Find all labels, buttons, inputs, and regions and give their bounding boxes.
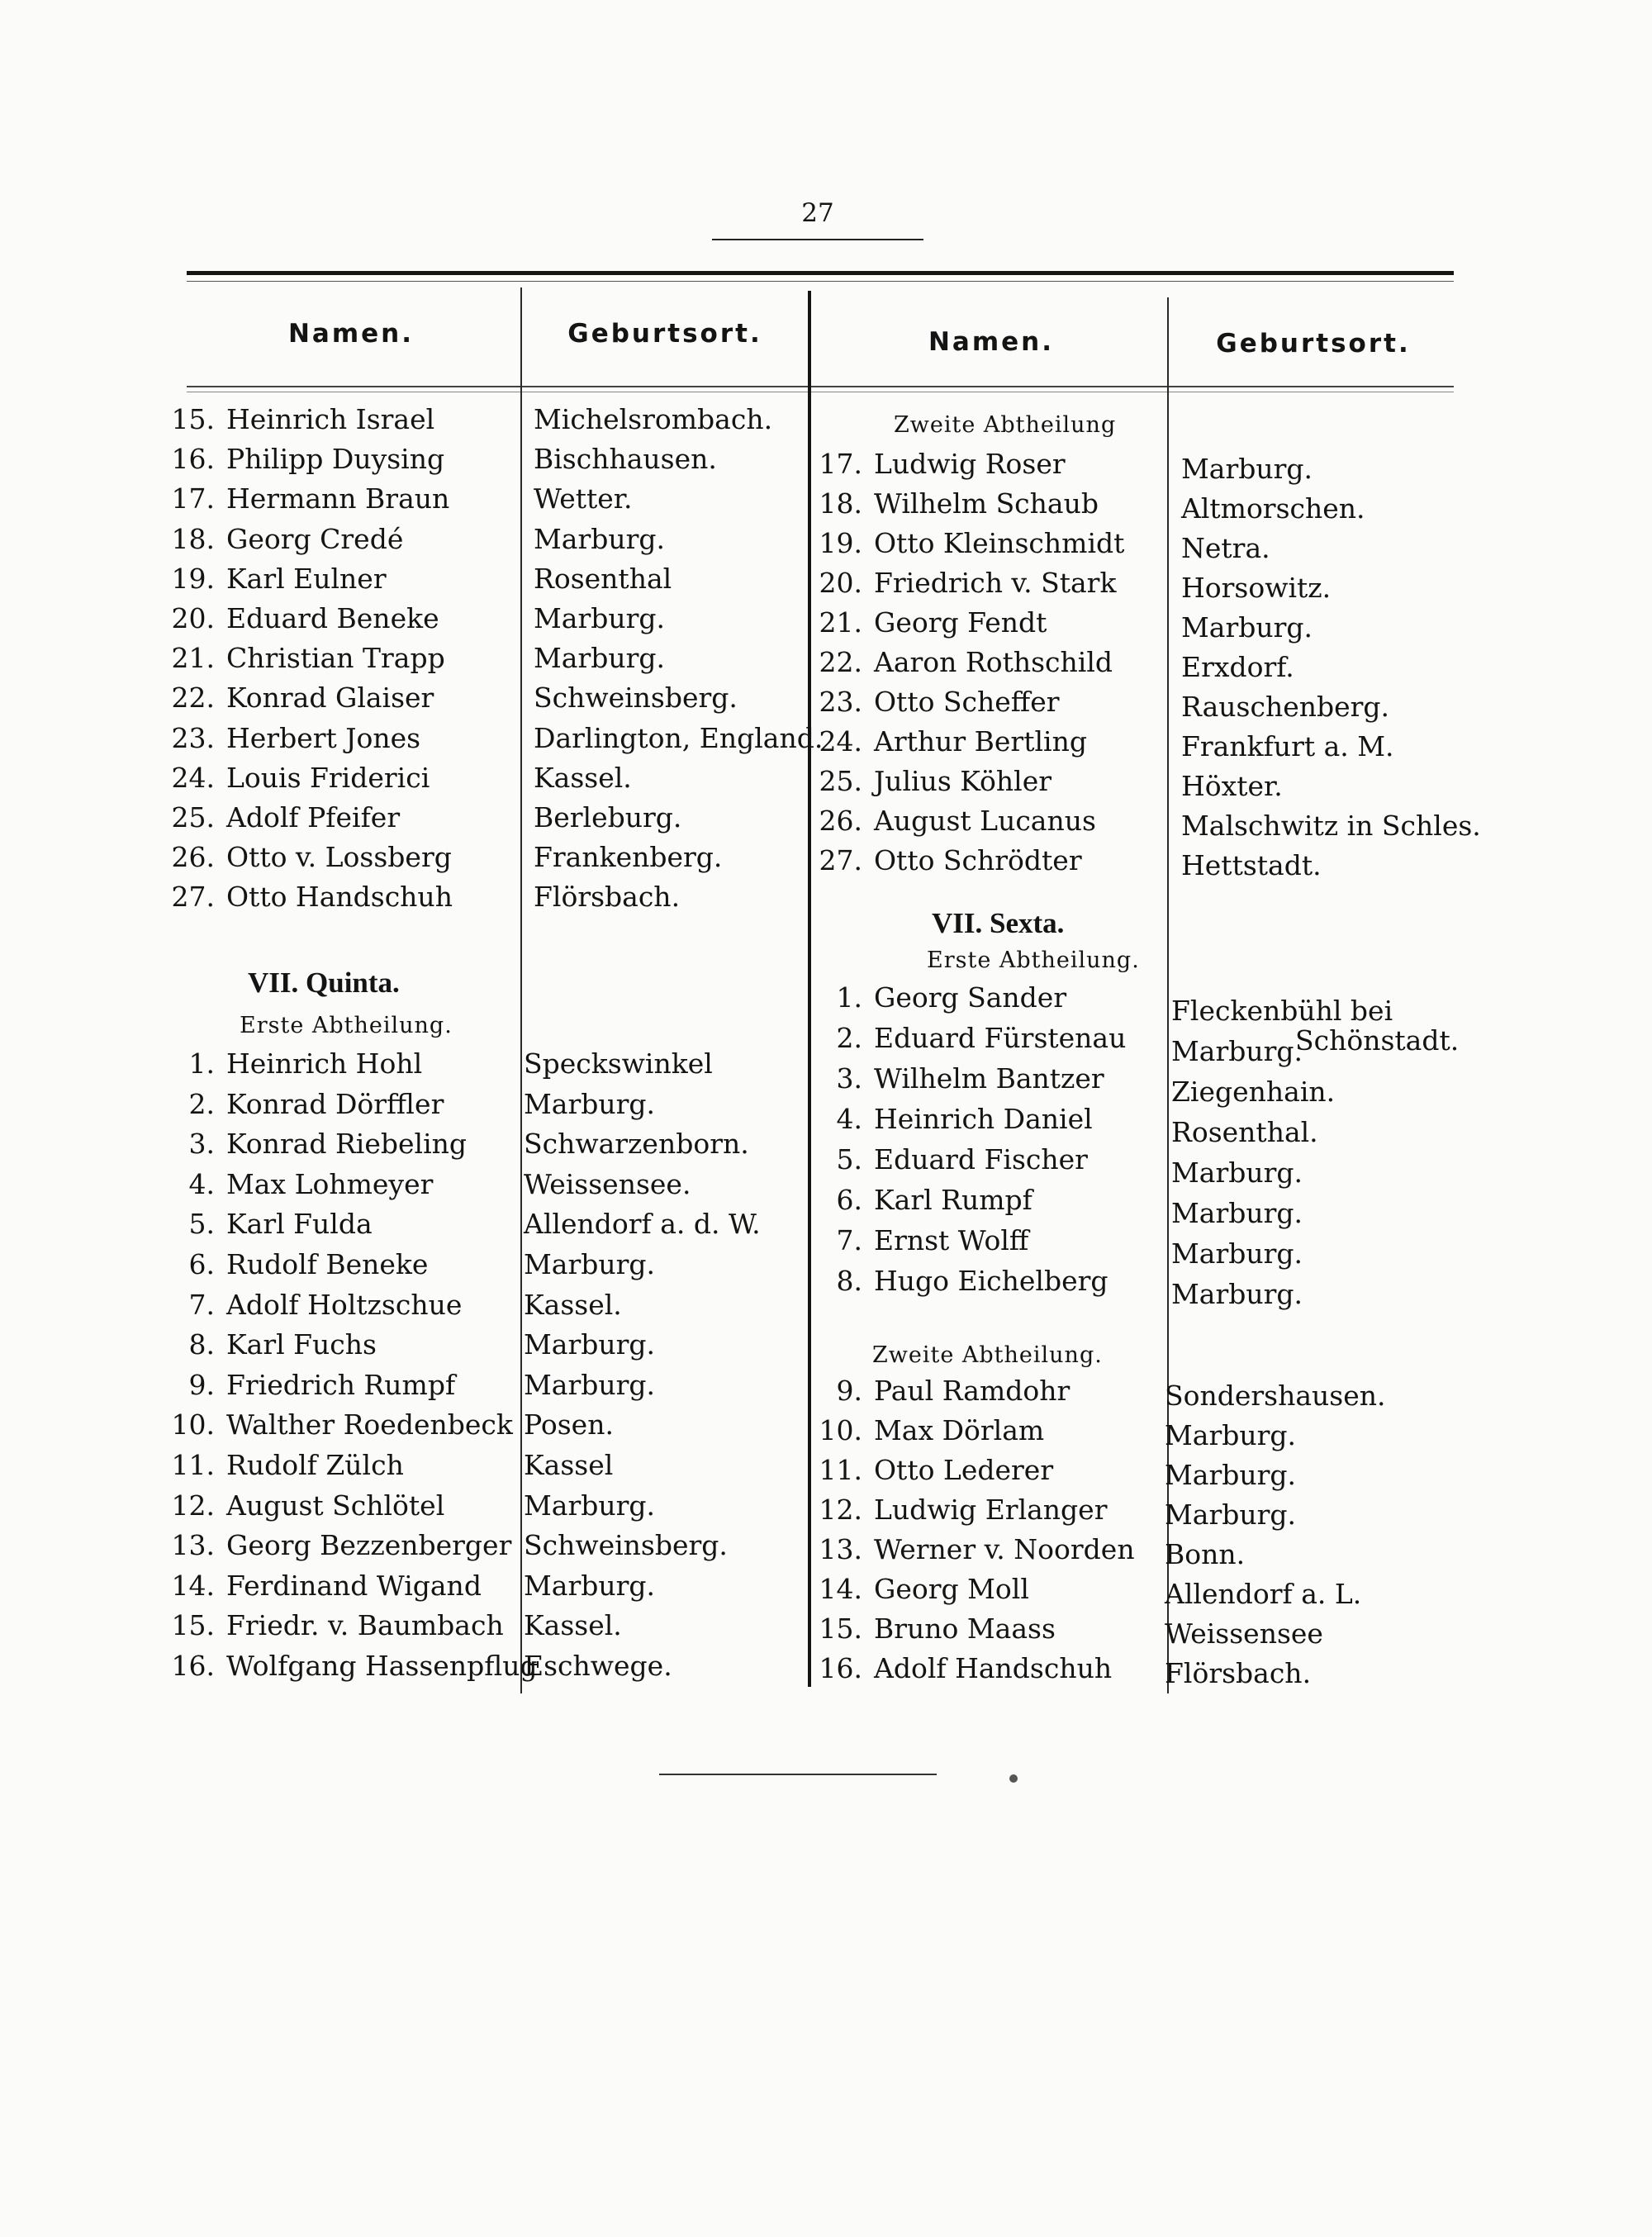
list-item: [162, 1408, 513, 1441]
list-item: [162, 682, 434, 715]
birthplace: Marburg.: [1171, 1035, 1303, 1067]
header-namen-left: Namen.: [287, 319, 415, 349]
student-name: Friedr. v. Baumbach: [226, 1609, 504, 1642]
entry-number: 21.: [819, 606, 862, 639]
list-item: [162, 523, 403, 556]
birthplace: Ziegenhain.: [1171, 1076, 1336, 1108]
birthplace: Höxter.: [1181, 770, 1283, 802]
entry-number: 12.: [819, 1494, 862, 1526]
birthplace: Marburg.: [1171, 1197, 1303, 1229]
list-item: [809, 448, 1066, 481]
list-item: [809, 606, 1047, 639]
list-item: [162, 1088, 444, 1121]
entry-number: 12.: [171, 1489, 215, 1522]
list-item: [809, 646, 1113, 679]
entry-number: 1.: [188, 1047, 215, 1080]
entry-number: 14.: [819, 1573, 862, 1605]
list-item: [809, 1533, 1135, 1566]
birthplace: Schweinsberg.: [524, 1529, 728, 1562]
birthplace: Kassel.: [524, 1609, 622, 1642]
student-name: Konrad Glaiser: [226, 682, 434, 715]
entry-number: 16.: [171, 1650, 215, 1682]
list-item: [162, 563, 387, 596]
table-top-rule-thin: [187, 281, 1454, 282]
birthplace: Marburg.: [534, 642, 666, 675]
birthplace: Rosenthal: [534, 562, 672, 595]
birthplace-continued: Schönstadt.: [1295, 1024, 1460, 1057]
list-item: [162, 443, 444, 476]
entry-number: 1.: [836, 981, 862, 1014]
column-divider-1: [520, 287, 522, 1693]
list-item: [809, 805, 1096, 838]
entry-number: 26.: [171, 841, 215, 874]
student-name: Julius Köhler: [874, 765, 1052, 797]
birthplace: Bonn.: [1165, 1538, 1246, 1570]
student-name: Konrad Dörffler: [226, 1087, 444, 1120]
list-item: [162, 602, 439, 635]
student-name: Friedrich Rumpf: [226, 1368, 456, 1401]
birthplace: Marburg.: [1181, 453, 1313, 485]
list-item: [162, 1289, 462, 1322]
entry-number: 5.: [836, 1143, 862, 1175]
entry-number: 15.: [819, 1612, 862, 1645]
birthplace: Altmorschen.: [1181, 492, 1365, 525]
student-name: Georg Bezzenberger: [226, 1529, 512, 1562]
entry-number: 23.: [819, 686, 862, 718]
entry-number: 18.: [819, 487, 862, 520]
entry-number: 22.: [819, 646, 862, 678]
birthplace: Rauschenberg.: [1181, 691, 1390, 723]
list-item: [809, 1265, 1108, 1298]
list-item: [162, 1650, 538, 1683]
bottom-rule: [659, 1774, 937, 1775]
student-name: Eduard Fischer: [874, 1143, 1088, 1175]
list-item: [162, 1529, 511, 1562]
list-item: [809, 1143, 1088, 1176]
birthplace: Allendorf a. L.: [1165, 1578, 1362, 1610]
student-name: Philipp Duysing: [226, 443, 445, 476]
birthplace: Kassel.: [534, 761, 632, 794]
list-item: [162, 1328, 377, 1361]
student-name: Hermann Braun: [226, 482, 450, 515]
list-item: [162, 881, 453, 914]
entry-number: 3.: [188, 1128, 215, 1161]
birthplace: Marburg.: [534, 522, 666, 555]
list-item: [809, 765, 1051, 798]
student-name: Adolf Pfeifer: [226, 801, 401, 834]
entry-number: 8.: [836, 1265, 862, 1297]
student-name: Otto v. Lossberg: [226, 841, 452, 874]
table-top-rule: [187, 271, 1454, 275]
birthplace: Malschwitz in Schles.: [1181, 810, 1481, 842]
entry-number: 9.: [836, 1375, 862, 1407]
entry-number: 7.: [836, 1224, 862, 1256]
birthplace: Marburg.: [524, 1328, 656, 1361]
entry-number: 20.: [171, 602, 215, 634]
birthplace: Michelsrombach.: [534, 403, 773, 435]
entry-number: 6.: [188, 1248, 215, 1280]
entry-number: 14.: [171, 1569, 215, 1602]
birthplace: Marburg.: [524, 1087, 656, 1120]
entry-number: 16.: [171, 443, 215, 476]
student-name: Georg Moll: [874, 1573, 1029, 1605]
birthplace: Marburg.: [524, 1489, 656, 1522]
entry-number: 25.: [171, 801, 215, 834]
birthplace: Erxdorf.: [1181, 651, 1294, 683]
birthplace: Berleburg.: [534, 801, 682, 834]
list-item: [162, 642, 445, 675]
list-item: [809, 1022, 1126, 1055]
entry-number: 2.: [836, 1022, 862, 1054]
birthplace: Frankfurt a. M.: [1181, 730, 1394, 762]
birthplace: Marburg.: [1171, 1278, 1303, 1310]
student-name: Eduard Fürstenau: [874, 1022, 1127, 1054]
entry-number: 17.: [819, 448, 862, 480]
entry-number: 8.: [188, 1328, 215, 1361]
list-item: [162, 762, 430, 795]
entry-number: 25.: [819, 765, 862, 797]
birthplace: Marburg.: [1171, 1237, 1303, 1270]
student-name: Max Dörlam: [874, 1414, 1045, 1446]
student-name: Rudolf Beneke: [226, 1248, 429, 1280]
list-item: [162, 1168, 433, 1201]
header-bottom-rule: [187, 386, 1454, 387]
student-name: Werner v. Noorden: [874, 1533, 1135, 1565]
birthplace: Marburg.: [1171, 1156, 1303, 1189]
header-namen-right: Namen.: [928, 327, 1055, 357]
list-item: [809, 1612, 1056, 1646]
birthplace: Marburg.: [1181, 611, 1313, 644]
list-item: [809, 487, 1099, 520]
list-item: [162, 801, 400, 834]
birthplace: Marburg.: [524, 1248, 656, 1280]
list-item: [162, 722, 420, 755]
entry-number: 9.: [188, 1368, 215, 1401]
student-name: Hugo Eichelberg: [874, 1265, 1108, 1297]
entry-number: 24.: [819, 725, 862, 758]
student-name: Aaron Rothschild: [874, 646, 1113, 678]
student-name: Walther Roedenbeck: [226, 1408, 513, 1441]
student-name: Georg Credé: [226, 522, 404, 555]
entry-number: 10.: [171, 1408, 215, 1441]
birthplace: Marburg.: [1165, 1419, 1297, 1451]
birthplace: Bischhausen.: [534, 443, 717, 476]
birthplace: Fleckenbühl bei: [1171, 995, 1393, 1027]
student-name: Karl Fulda: [226, 1208, 373, 1241]
student-name: Ludwig Roser: [874, 448, 1066, 480]
entry-number: 17.: [171, 482, 215, 515]
student-name: Wolfgang Hassenpflug: [226, 1650, 538, 1682]
student-name: Georg Sander: [874, 981, 1067, 1014]
entry-number: 16.: [819, 1652, 862, 1684]
birthplace: Marburg.: [1165, 1498, 1297, 1531]
list-item: [809, 527, 1124, 560]
birthplace: Kassel.: [524, 1288, 622, 1321]
birthplace: Flörsbach.: [534, 881, 681, 914]
list-item: [162, 1489, 444, 1522]
list-item: [809, 1375, 1070, 1408]
student-name: Karl Rumpf: [874, 1184, 1032, 1216]
student-name: Heinrich Daniel: [874, 1103, 1093, 1135]
list-item: [162, 1208, 373, 1241]
birthplace: Hettstadt.: [1181, 849, 1322, 881]
entry-number: 11.: [171, 1449, 215, 1481]
student-name: Paul Ramdohr: [874, 1375, 1070, 1407]
entry-number: 27.: [819, 844, 862, 876]
ink-dot: [1009, 1774, 1018, 1783]
header-geburtsort-left: Geburtsort.: [567, 319, 762, 349]
birthplace: Rosenthal.: [1171, 1116, 1318, 1148]
entry-number: 6.: [836, 1184, 862, 1216]
student-name: Adolf Holtzschue: [226, 1288, 463, 1321]
list-item: [809, 844, 1082, 877]
entry-number: 18.: [171, 522, 215, 555]
student-name: Karl Eulner: [226, 562, 387, 595]
entry-number: 19.: [171, 562, 215, 595]
student-name: Herbert Jones: [226, 721, 421, 754]
birthplace: Netra.: [1181, 532, 1270, 564]
birthplace: Speckswinkel: [524, 1047, 713, 1080]
student-name: Wilhelm Bantzer: [874, 1062, 1104, 1095]
birthplace: Schwarzenborn.: [524, 1128, 749, 1161]
header-geburtsort-right: Geburtsort.: [1216, 329, 1411, 359]
birthplace: Marburg.: [524, 1569, 656, 1602]
entry-number: 22.: [171, 682, 215, 715]
list-item: [162, 1047, 422, 1081]
list-item: [809, 1652, 1112, 1685]
list-item: [809, 1573, 1029, 1606]
student-name: Arthur Bertling: [874, 725, 1087, 758]
entry-number: 4.: [836, 1103, 862, 1135]
entry-number: 15.: [171, 403, 215, 435]
subsection-quinta-erste: Erste Abtheilung.: [240, 1013, 453, 1038]
entry-number: 10.: [819, 1414, 862, 1446]
list-item: [162, 1248, 428, 1281]
page-number: 27: [801, 198, 834, 228]
birthplace: Wetter.: [534, 482, 633, 515]
entry-number: 15.: [171, 1609, 215, 1642]
birthplace: Weissensee: [1165, 1617, 1323, 1650]
birthplace: Darlington, England.: [534, 721, 824, 754]
birthplace: Kassel: [524, 1449, 614, 1481]
student-name: Max Lohmeyer: [226, 1167, 434, 1200]
student-name: Georg Fendt: [874, 606, 1047, 639]
subsection-sexta-zweite: Zweite Abtheilung.: [872, 1342, 1103, 1368]
birthplace: Posen.: [524, 1408, 614, 1441]
birthplace: Horsowitz.: [1181, 572, 1332, 604]
birthplace: Allendorf a. d. W.: [524, 1208, 761, 1241]
list-item: [809, 1224, 1028, 1257]
student-name: Otto Scheffer: [874, 686, 1060, 718]
student-name: Otto Schrödter: [874, 844, 1082, 876]
list-item: [809, 1494, 1107, 1527]
list-item: [809, 1103, 1093, 1136]
list-item: [809, 1454, 1053, 1487]
entry-number: 20.: [819, 567, 862, 599]
list-item: [162, 1369, 455, 1402]
entry-number: 5.: [188, 1208, 215, 1241]
subsection-zweite-top: Zweite Abtheilung: [894, 412, 1117, 438]
student-name: Otto Handschuh: [226, 881, 453, 914]
list-item: [809, 725, 1087, 758]
list-item: [809, 981, 1066, 1014]
entry-number: 3.: [836, 1062, 862, 1095]
student-name: Ludwig Erlanger: [874, 1494, 1108, 1526]
entry-number: 7.: [188, 1288, 215, 1321]
list-item: [809, 1062, 1104, 1095]
birthplace: Eschwege.: [524, 1650, 672, 1682]
page-number-rule: [712, 239, 923, 240]
list-item: [162, 1570, 482, 1603]
student-name: Friedrich v. Stark: [874, 567, 1117, 599]
birthplace: Frankenberg.: [534, 841, 723, 874]
birthplace: Weissensee.: [524, 1167, 691, 1200]
student-name: Karl Fuchs: [226, 1328, 377, 1361]
subsection-sexta-erste: Erste Abtheilung.: [927, 948, 1140, 973]
list-item: [162, 1128, 467, 1161]
birthplace: Marburg.: [1165, 1459, 1297, 1491]
birthplace: Schweinsberg.: [534, 682, 738, 715]
entry-number: 27.: [171, 881, 215, 914]
entry-number: 2.: [188, 1087, 215, 1120]
list-item: [809, 567, 1116, 600]
student-name: Louis Friderici: [226, 761, 430, 794]
student-name: Christian Trapp: [226, 642, 445, 675]
student-name: Otto Lederer: [874, 1454, 1054, 1486]
section-title-quinta: VII. Quinta.: [248, 967, 400, 999]
entry-number: 4.: [188, 1167, 215, 1200]
entry-number: 26.: [819, 805, 862, 837]
student-name: Adolf Handschuh: [874, 1652, 1113, 1684]
list-item: [162, 1449, 404, 1482]
birthplace: Marburg.: [534, 602, 666, 634]
birthplace: Marburg.: [524, 1368, 656, 1401]
student-name: Ernst Wolff: [874, 1224, 1029, 1256]
list-item: [809, 686, 1060, 719]
student-name: Heinrich Israel: [226, 403, 435, 435]
student-name: August Lucanus: [874, 805, 1096, 837]
list-item: [162, 403, 434, 436]
student-name: Rudolf Zülch: [226, 1449, 404, 1481]
list-item: [162, 1609, 504, 1642]
section-title-sexta: VII. Sexta.: [932, 907, 1065, 939]
list-item: [162, 482, 449, 515]
student-name: Otto Kleinschmidt: [874, 527, 1125, 559]
entry-number: 19.: [819, 527, 862, 559]
entry-number: 13.: [171, 1529, 215, 1562]
student-name: Heinrich Hohl: [226, 1047, 423, 1080]
student-name: Ferdinand Wigand: [226, 1569, 482, 1602]
entry-number: 13.: [819, 1533, 862, 1565]
entry-number: 23.: [171, 721, 215, 754]
list-item: [809, 1414, 1044, 1447]
list-item: [809, 1184, 1032, 1217]
entry-number: 21.: [171, 642, 215, 675]
birthplace: Sondershausen.: [1165, 1380, 1386, 1412]
birthplace: Flörsbach.: [1165, 1657, 1312, 1689]
student-name: Bruno Maass: [874, 1612, 1056, 1645]
student-name: Konrad Riebeling: [226, 1128, 468, 1161]
entry-number: 11.: [819, 1454, 862, 1486]
student-name: Eduard Beneke: [226, 602, 439, 634]
student-name: August Schlötel: [226, 1489, 445, 1522]
student-name: Wilhelm Schaub: [874, 487, 1099, 520]
list-item: [162, 841, 452, 874]
entry-number: 24.: [171, 761, 215, 794]
